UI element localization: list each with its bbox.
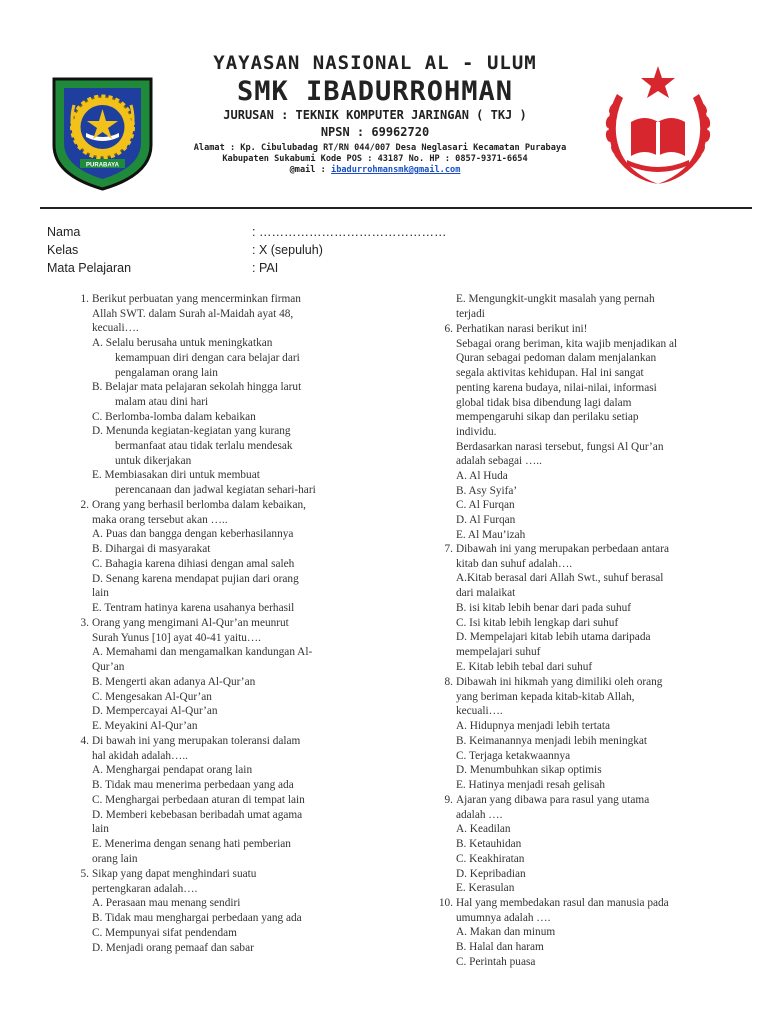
identity-value: : ………………………………………: [252, 225, 447, 239]
question-stem-line: Hal yang membedakan rasul dan manusia pada: [456, 897, 669, 909]
answer-option: D. Al Furqan: [456, 514, 516, 527]
question-stem-line: penting karena budaya, nilai-nilai, informasi: [456, 381, 657, 394]
answer-option: C. Perintah puasa: [456, 955, 536, 968]
answer-option-continuation: Qur’an: [92, 661, 125, 674]
question-body: [456, 292, 718, 321]
question-stem-line: individu.: [456, 425, 497, 438]
question-stem-line: Sebagai orang beriman, kita wajib menjadikan al: [456, 337, 678, 350]
answer-option: A. Makan dan minum: [456, 926, 556, 939]
identity-value: : X (sepuluh): [252, 243, 323, 257]
answer-option: B. Halal dan haram: [456, 941, 544, 954]
answer-option: B. Mengerti akan adanya Al-Qur’an: [92, 675, 256, 688]
question-stem-line: Berikut perbuatan yang mencerminkan firman: [92, 293, 301, 305]
question-stem-line: Surah Yunus [10] ayat 40-41 yaitu….: [92, 631, 262, 644]
question-body: [456, 542, 718, 674]
question-body: [456, 675, 718, 793]
question-stem-line: umumnya adalah ….: [456, 911, 551, 924]
question-stem-line: Berdasarkan narasi tersebut, fungsi Al Qur’an: [456, 440, 664, 453]
answer-option: B. Tidak mau menghargai perbedaan yang ada: [92, 912, 302, 925]
answer-option: E. Kitab lebih tebal dari suhuf: [456, 660, 593, 673]
question-stem-line: Dibawah ini hikmah yang dimiliki oleh orang: [456, 676, 663, 688]
question-body: [92, 734, 354, 866]
question-body: [456, 896, 718, 970]
logo-caption: PURABAYA: [86, 162, 119, 169]
email-line: [160, 165, 590, 175]
question-stem-line: Sikap yang dapat menghindari suatu: [92, 868, 257, 880]
question-number: 6.: [444, 323, 453, 335]
question-number: 1.: [80, 293, 89, 305]
answer-option: A.Kitab berasal dari Allah Swt., suhuf berasal: [456, 572, 664, 585]
answer-option: E. Kerasulan: [456, 882, 515, 895]
answer-option: C. Mempunyai sifat pendendam: [92, 926, 237, 939]
question-stem-line: segala aktivitas kehidupan. Hal ini sangat: [456, 367, 644, 380]
question-number: 9.: [444, 794, 453, 806]
email-label: @mail :: [289, 165, 332, 175]
answer-option: A. Puas dan bangga dengan keberhasilannya: [92, 528, 294, 541]
answer-option: C. Bahagia karena dihiasi dengan amal saleh: [92, 557, 295, 570]
answer-option-continuation: terjadi: [456, 307, 485, 320]
department: JURUSAN : TEKNIK KOMPUTER JARINGAN ( TKJ ): [223, 108, 527, 122]
answer-option: D. Kepribadian: [456, 867, 526, 880]
identity-label: Kelas: [47, 243, 79, 257]
answer-option: E. Mengungkit-ungkit masalah yang pernah: [456, 293, 655, 305]
answer-option: C. Terjaga ketakwaannya: [456, 749, 571, 762]
address-line-2: Kabupaten Sukabumi Kode POS : 43187 No. HP : 0857-9371-6654: [222, 154, 528, 164]
question-stem-line: kecuali….: [456, 705, 503, 718]
answer-option-continuation: lain: [92, 823, 109, 836]
question-number: 2.: [80, 499, 89, 511]
answer-option: D. Menumbuhkan sikap optimis: [456, 764, 602, 777]
answer-option: D. Menunda kegiatan-kegiatan yang kurang: [92, 425, 291, 438]
question-stem-line: kecuali….: [92, 322, 139, 335]
answer-option-continuation: perencanaan dan jadwal kegiatan sehari-hari: [115, 484, 316, 497]
school-name: SMK IBADURROHMAN: [236, 76, 514, 107]
question-stem-line: Orang yang mengimani Al-Qur’an meunrut: [92, 617, 289, 629]
answer-option: D. Memberi kebebasan beribadah umat agama: [92, 808, 303, 821]
letterhead: [0, 0, 768, 215]
answer-option-continuation: malam atau dini hari: [115, 395, 209, 408]
answer-option: A. Selalu berusaha untuk meningkatkan: [92, 337, 273, 350]
question-number: 7.: [444, 543, 453, 555]
answer-option-continuation: mempelajari suhuf: [456, 645, 541, 658]
answer-option: C. Keakhiratan: [456, 852, 525, 865]
answer-option: A. Perasaan mau menang sendiri: [92, 897, 241, 910]
header-rule: [40, 207, 752, 209]
question-body: [456, 793, 718, 896]
question-stem-line: mempengaruhi sikap dan perilaku setiap: [456, 411, 639, 424]
answer-option-continuation: pengalaman orang lain: [115, 366, 218, 379]
question-stem-line: Ajaran yang dibawa para rasul yang utama: [456, 794, 650, 806]
answer-option: E. Meyakini Al-Qur’an: [92, 719, 198, 732]
email-link[interactable]: ibadurrohmansmk@gmail.com: [331, 165, 461, 175]
answer-option: B. Asy Syifa’: [456, 484, 518, 497]
question-stem-line: adalah ….: [456, 808, 503, 821]
question-number: 10.: [438, 897, 453, 909]
answer-option: B. Tidak mau menerima perbedaan yang ada: [92, 779, 294, 792]
school-logo-icon: [50, 75, 155, 193]
question-stem-line: hal akidah adalah…..: [92, 749, 188, 762]
answer-option: C. Isi kitab lebih lengkap dari suhuf: [456, 616, 619, 629]
question-body: [92, 616, 354, 734]
answer-option: E. Tentram hatinya karena usahanya berhasil: [92, 601, 295, 614]
question-number: 4.: [80, 735, 89, 747]
answer-option: A. Memahami dan mengamalkan kandungan Al-: [92, 646, 313, 659]
question-body: [92, 867, 354, 955]
identity-value: : PAI: [252, 261, 279, 275]
question-stem-line: adalah sebagai …..: [456, 455, 542, 468]
question-stem-line: Perhatikan narasi berikut ini!: [456, 323, 588, 335]
answer-option: B. Dihargai di masyarakat: [92, 543, 211, 556]
answer-option-continuation: orang lain: [92, 852, 138, 865]
answer-option: C. Mengesakan Al-Qur’an: [92, 690, 212, 703]
question-body: [456, 322, 718, 543]
question-stem-line: yang beriman kepada kitab-kitab Allah,: [456, 690, 635, 703]
foundation-name: YAYASAN NASIONAL AL - ULUM: [213, 52, 537, 74]
answer-option: B. Belajar mata pelajaran sekolah hingga larut: [92, 381, 302, 394]
answer-option: E. Hatinya menjadi resah gelisah: [456, 778, 606, 791]
answer-option: D. Menjadi orang pemaaf dan sabar: [92, 941, 254, 954]
answer-option: E. Membiasakan diri untuk membuat: [92, 469, 260, 482]
identity-label: Mata Pelajaran: [47, 261, 132, 275]
question-number: 3.: [80, 617, 89, 629]
question-stem-line: pertengkaran adalah….: [92, 882, 198, 895]
question-stem-line: Allah SWT. dalam Surah al-Maidah ayat 48,: [92, 307, 294, 320]
answer-option: A. Hidupnya menjadi lebih tertata: [456, 720, 611, 733]
answer-option: B. isi kitab lebih benar dari pada suhuf: [456, 601, 632, 614]
answer-option: E. Menerima dengan senang hati pemberian: [92, 837, 291, 850]
answer-option: A. Keadilan: [456, 823, 511, 836]
npsn: NPSN : 69962720: [320, 125, 430, 139]
question-stem-line: Quran sebagai pedoman dalam menjalankan: [456, 352, 657, 365]
emblem-icon: [597, 64, 719, 189]
question-number: 5.: [80, 868, 89, 880]
question-body: [92, 292, 354, 498]
question-stem-line: maka orang tersebut akan …..: [92, 513, 228, 526]
question-stem-line: Orang yang berhasil berlomba dalam kebaikan,: [92, 499, 306, 511]
answer-option: D. Senang karena mendapat pujian dari orang: [92, 572, 299, 585]
question-stem-line: Di bawah ini yang merupakan toleransi dalam: [92, 735, 301, 747]
answer-option-continuation: kemampuan diri dengan cara belajar dari: [115, 351, 300, 364]
answer-option: A. Menghargai pendapat orang lain: [92, 764, 253, 777]
answer-option: B. Ketauhidan: [456, 838, 522, 851]
answer-option: C. Berlomba-lomba dalam kebaikan: [92, 410, 256, 423]
answer-option: C. Menghargai perbedaan aturan di tempat lain: [92, 793, 305, 806]
answer-option: C. Al Furqan: [456, 499, 515, 512]
question-body: [92, 498, 354, 616]
answer-option-continuation: lain: [92, 587, 109, 600]
answer-option: B. Keimanannya menjadi lebih meningkat: [456, 734, 648, 747]
question-stem-line: Dibawah ini yang merupakan perbedaan antara: [456, 543, 669, 555]
answer-option-continuation: dari malaikat: [456, 587, 516, 600]
answer-option: A. Al Huda: [456, 470, 508, 483]
answer-option: D. Mempercayai Al-Qur’an: [92, 705, 218, 718]
question-stem-line: global tidak bisa dibendung lagi dalam: [456, 396, 632, 409]
answer-option: D. Mempelajari kitab lebih utama daripada: [456, 631, 651, 644]
identity-label: Nama: [47, 225, 81, 239]
question-number: 8.: [444, 676, 453, 688]
address-line-1: Alamat : Kp. Cibulubadag RT/RN 044/007 Desa Neglasari Kecamatan Purabaya: [193, 143, 567, 153]
answer-option-continuation: bermanfaat atau tidak terlalu mendesak: [115, 440, 293, 453]
answer-option: E. Al Mau’izah: [456, 528, 526, 541]
answer-option-continuation: untuk dikerjakan: [115, 454, 192, 467]
question-stem-line: kitab dan suhuf adalah….: [456, 557, 573, 570]
